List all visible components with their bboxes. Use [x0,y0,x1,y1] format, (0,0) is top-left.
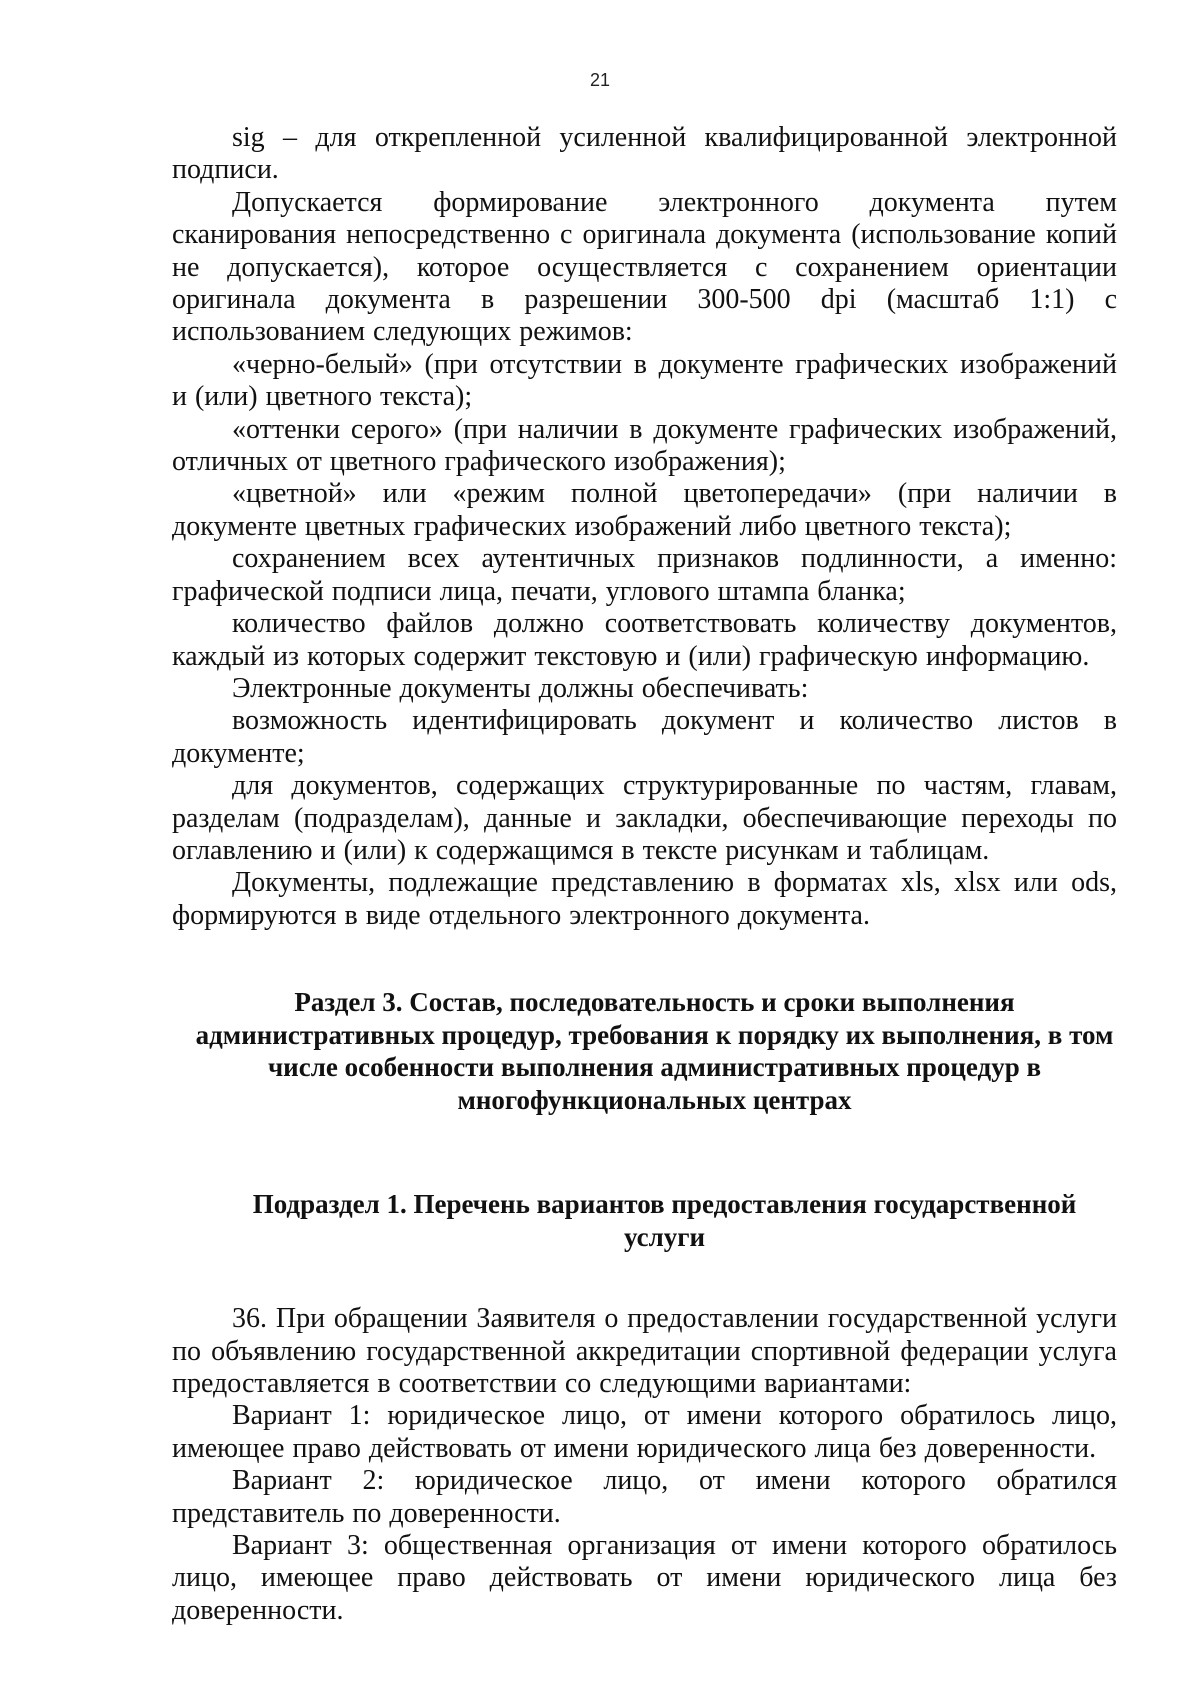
paragraph-identify-document: возможность идентифицировать документ и количество листов в документе; [172,705,1117,769]
paragraph-mode-black-white: «черно-белый» (при отсутствии в документе графических изображений и (или) цветного текста); [172,348,1117,413]
paragraph-documents-must-provide: Электронные документы должны обеспечивать: [232,672,809,704]
paragraph-sig-signature: sig – для открепленной усиленной квалифицированной электронной подписи. [172,122,1117,186]
paragraph-spreadsheet-formats: Документы, подлежащие представлению в форматах xls, xlsx или ods, формируются в виде отдельного электронного документа. [172,867,1117,931]
paragraph-variant-2: Вариант 2: юридическое лицо, от имени которого обратился представитель по доверенности. [172,1465,1117,1529]
paragraph-variant-3: Вариант 3: общественная организация от имени которого обратилось лицо, имеющее право действовать от имени юридического лица без доверенности. [172,1530,1117,1626]
paragraph-36-variants: 36. При обращении Заявителя о предоставлении государственной услуги по объявлению государственной аккредитации спортивной федерации услуга предоставляется в соответствии со следующими вариантами: [172,1303,1117,1399]
paragraph-scanning-allowed: Допускается формирование электронного документа путем сканирования непосредственно с оригинала документа (использование копий не допускается), которое осуществляется с сохранением ориентации оригинала документа в разрешении 300-500 dpi (масштаб 1:1) с использованием следующих режимов: [172,186,1117,348]
paragraph-variant-1: Вариант 1: юридическое лицо, от имени которого обратилось лицо, имеющее право действовать от имени юридического лица без доверенности. [172,1400,1117,1464]
paragraph-authenticity: сохранением всех аутентичных признаков подлинности, а именно: графической подписи лица, печати, углового штампа бланка; [172,543,1117,607]
paragraph-structured-documents: для документов, содержащих структурированные по частям, главам, разделам (подразделам), данные и закладки, обеспечивающие переходы по оглавлению и (или) к содержащимся в тексте рисункам и таблицам. [172,770,1117,866]
page-number: 21 [589,70,611,90]
document-body [172,122,1117,1627]
paragraph-mode-grayscale: «оттенки серого» (при наличии в документе графических изображений, отличных от цветного графического изображения); [172,413,1117,478]
subsection-heading: Подраздел 1. Перечень вариантов предоставления государственной услуги [252,1189,1077,1252]
paragraph-file-count: количество файлов должно соответствовать количеству документов, каждый из которых содержит текстовую и (или) графическую информацию. [172,608,1117,672]
paragraph-mode-color: «цветной» или «режим полной цветопередачи» (при наличии в документе цветных графических изображений либо цветного текста); [172,478,1117,542]
section-heading: Раздел 3. Состав, последовательность и сроки выполнения административных процедур, требования к порядку их выполнения, в том числе особенности выполнения административных процедур в многофункциональных центрах [195,987,1114,1115]
